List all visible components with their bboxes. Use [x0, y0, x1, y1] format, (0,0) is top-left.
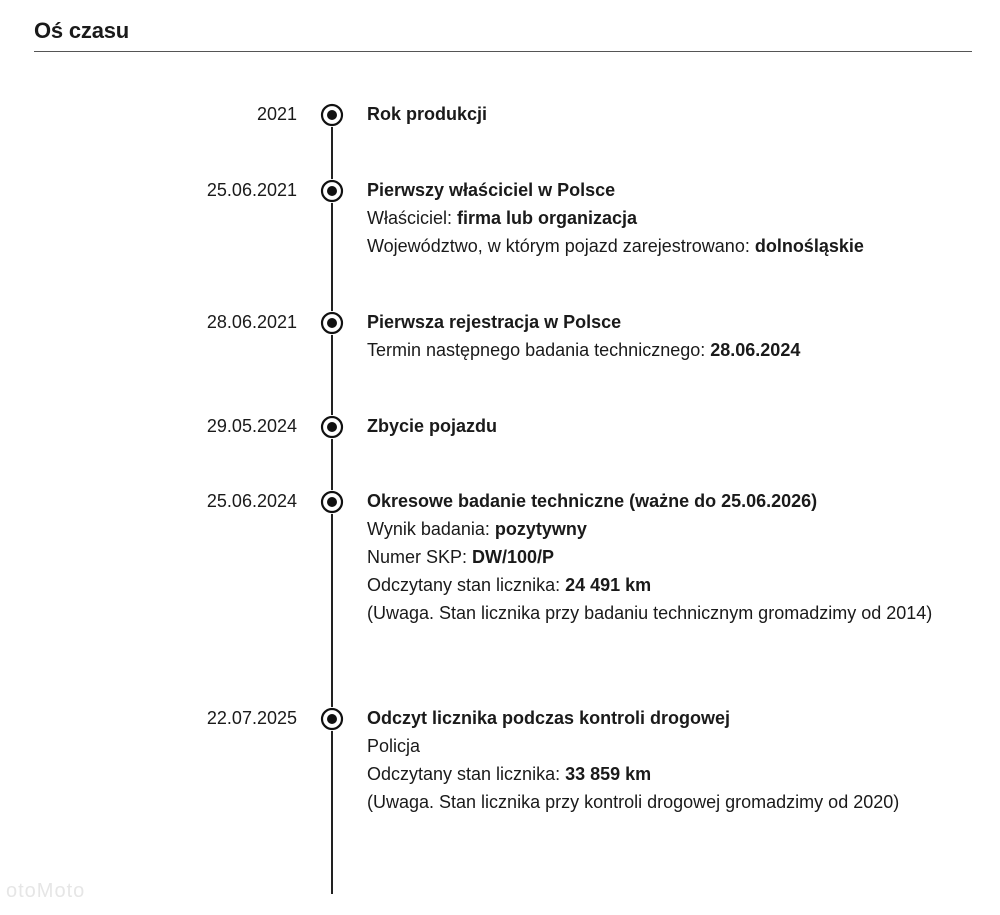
event-detail-line — [367, 732, 957, 760]
detail-label: Odczytany stan licznika: — [367, 764, 566, 784]
event-detail-line — [367, 515, 957, 543]
timeline-dot-icon — [320, 103, 344, 127]
detail-value: pozytywny — [494, 519, 587, 539]
event-title: Pierwszy właściciel w Polsce — [367, 180, 616, 200]
detail-label: Odczytany stan licznika: — [367, 575, 566, 595]
detail-value: dolnośląskie — [754, 236, 864, 256]
timeline-dot-icon — [320, 707, 344, 731]
event-detail-line — [367, 543, 957, 571]
event-date: 25.06.2021 — [206, 180, 297, 200]
detail-label: Numer SKP: — [367, 547, 473, 567]
timeline-dot-icon — [320, 415, 344, 439]
event-content — [367, 487, 957, 627]
detail-value: 24 491 km — [565, 575, 652, 595]
detail-value: firma lub organizacja — [457, 208, 638, 228]
detail-label: Województwo, w którym pojazd zarejestrowano: — [367, 236, 755, 256]
title-divider — [34, 51, 972, 52]
event-title: Rok produkcji — [367, 104, 488, 124]
timeline-dot-icon — [320, 490, 344, 514]
event-detail-line — [367, 204, 957, 232]
event-detail-line — [367, 760, 957, 788]
event-title: Okresowe badanie techniczne (ważne do 25.06.2026) — [367, 491, 818, 511]
event-content — [367, 100, 957, 128]
event-title: Odczyt licznika podczas kontroli drogowej — [367, 708, 731, 728]
event-detail-line — [367, 232, 957, 260]
event-date: 29.05.2024 — [206, 416, 297, 436]
detail-label: Wynik badania: — [367, 519, 495, 539]
event-date: 28.06.2021 — [206, 312, 297, 332]
event-content — [367, 308, 957, 364]
event-content — [367, 412, 957, 440]
event-date: 22.07.2025 — [206, 708, 297, 728]
detail-value: DW/100/P — [472, 547, 555, 567]
detail-value: 28.06.2024 — [710, 340, 801, 360]
event-note: (Uwaga. Stan licznika przy badaniu technicznym gromadzimy od 2014) — [367, 603, 933, 623]
timeline-dot-icon — [320, 179, 344, 203]
event-title: Pierwsza rejestracja w Polsce — [367, 312, 622, 332]
detail-label: Właściciel: — [367, 208, 458, 228]
detail-label: Policja — [367, 736, 421, 756]
event-date: 2021 — [256, 104, 297, 124]
event-date: 25.06.2024 — [206, 491, 297, 511]
timeline-dot-icon — [320, 311, 344, 335]
detail-label: Termin następnego badania technicznego: — [367, 340, 711, 360]
page-title: Oś czasu — [34, 18, 130, 43]
event-note: (Uwaga. Stan licznika przy kontroli drogowej gromadzimy od 2020) — [367, 792, 900, 812]
event-detail-line — [367, 336, 957, 364]
event-title: Zbycie pojazdu — [367, 416, 498, 436]
event-content — [367, 176, 957, 260]
event-content — [367, 704, 957, 816]
detail-value: 33 859 km — [565, 764, 652, 784]
event-detail-line — [367, 571, 957, 599]
watermark-logo: otoMoto — [6, 880, 86, 902]
